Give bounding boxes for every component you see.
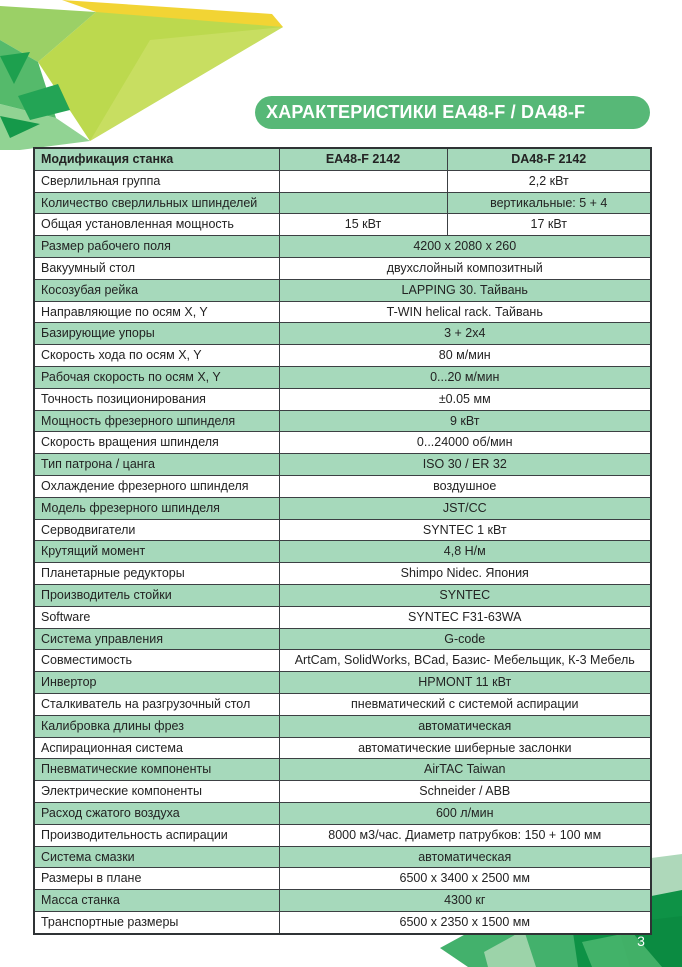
spec-value: ±0.05 мм [279,388,651,410]
spec-label: Система смазки [34,846,279,868]
table-row [34,454,651,476]
spec-label: Общая установленная мощность [34,214,279,236]
spec-label: Тип патрона / цанга [34,454,279,476]
table-row [34,606,651,628]
table-row [34,192,651,214]
spec-label: Совместимость [34,650,279,672]
spec-value: 0...24000 об/мин [279,432,651,454]
table-row [34,802,651,824]
spec-label: Сталкиватель на разгрузочный стол [34,693,279,715]
page-title-banner [255,96,650,129]
table-row [34,323,651,345]
spec-label: Количество сверлильных шпинделей [34,192,279,214]
table-row [34,279,651,301]
header-model-ea48f: EA48-F 2142 [279,148,447,170]
header-modification: Модификация станка [34,148,279,170]
spec-label: Планетарные редукторы [34,563,279,585]
spec-value: 80 м/мин [279,345,651,367]
spec-value: ISO 30 / ER 32 [279,454,651,476]
spec-label: Расход сжатого воздуха [34,802,279,824]
table-row [34,257,651,279]
page-number: 3 [637,933,645,949]
table-row [34,236,651,258]
spec-label: Косозубая рейка [34,279,279,301]
table-row [34,781,651,803]
spec-label: Электрические компоненты [34,781,279,803]
spec-label: Размер рабочего поля [34,236,279,258]
table-row [34,301,651,323]
spec-value: SYNTEC 1 кВт [279,519,651,541]
spec-value: T-WIN helical rack. Тайвань [279,301,651,323]
spec-value: 6500 x 3400 x 2500 мм [279,868,651,890]
spec-value: AirTAC Taiwan [279,759,651,781]
page-title: ХАРАКТЕРИСТИКИ EA48-F / DA48-F [266,102,586,122]
table-row [34,693,651,715]
spec-label: Скорость хода по осям X, Y [34,345,279,367]
spec-label: Масса станка [34,890,279,912]
spec-value: Shimpo Nidec. Япония [279,563,651,585]
spec-label: Серводвигатели [34,519,279,541]
table-row [34,497,651,519]
spec-value: 600 л/мин [279,802,651,824]
spec-value-da: 17 кВт [447,214,651,236]
table-row [34,911,651,933]
spec-label: Аспирационная система [34,737,279,759]
table-row [34,737,651,759]
spec-label: Инвертор [34,672,279,694]
spec-label: Размеры в плане [34,868,279,890]
spec-value: JST/CC [279,497,651,519]
table-row [34,519,651,541]
spec-table-body [34,170,651,933]
table-row [34,541,651,563]
table-row [34,715,651,737]
spec-value: 3 + 2x4 [279,323,651,345]
spec-value-ea: 15 кВт [279,214,447,236]
spec-label: Модель фрезерного шпинделя [34,497,279,519]
spec-label: Software [34,606,279,628]
table-row [34,475,651,497]
spec-value: G-code [279,628,651,650]
table-row [34,672,651,694]
spec-value: воздушное [279,475,651,497]
spec-label: Базирующие упоры [34,323,279,345]
spec-value: пневматический с системой аспирации [279,693,651,715]
spec-label: Скорость вращения шпинделя [34,432,279,454]
table-row [34,345,651,367]
table-row [34,584,651,606]
table-row [34,890,651,912]
table-row [34,170,651,192]
table-row [34,563,651,585]
spec-value: 9 кВт [279,410,651,432]
spec-label: Охлаждение фрезерного шпинделя [34,475,279,497]
table-row [34,366,651,388]
spec-value: SYNTEC [279,584,651,606]
spec-value-ea [279,192,447,214]
spec-value: 6500 x 2350 x 1500 мм [279,911,651,933]
table-row [34,650,651,672]
header-model-da48f: DA48-F 2142 [447,148,651,170]
spec-value-ea [279,170,447,192]
spec-value: 4200 x 2080 x 260 [279,236,651,258]
spec-value: Schneider / ABB [279,781,651,803]
spec-value: 0...20 м/мин [279,366,651,388]
spec-label: Мощность фрезерного шпинделя [34,410,279,432]
spec-label: Транспортные размеры [34,911,279,933]
spec-label: Система управления [34,628,279,650]
spec-value: 8000 м3/час. Диаметр патрубков: 150 + 100 мм [279,824,651,846]
spec-label: Вакуумный стол [34,257,279,279]
spec-value: ArtCam, SolidWorks, BCad, Базис- Мебельщик, К-3 Мебель [279,650,651,672]
table-row [34,846,651,868]
spec-table [33,147,652,935]
spec-value-da: 2,2 кВт [447,170,651,192]
spec-value: автоматическая [279,846,651,868]
spec-label: Производительность аспирации [34,824,279,846]
table-row [34,759,651,781]
spec-value: автоматическая [279,715,651,737]
table-row [34,214,651,236]
table-row [34,388,651,410]
spec-value: LAPPING 30. Тайвань [279,279,651,301]
spec-label: Крутящий момент [34,541,279,563]
spec-label: Пневматические компоненты [34,759,279,781]
spec-value: 4300 кг [279,890,651,912]
table-row [34,628,651,650]
top-left-polygon-decoration [0,0,300,150]
spec-label: Производитель стойки [34,584,279,606]
table-row [34,868,651,890]
table-row [34,410,651,432]
spec-label: Рабочая скорость по осям X, Y [34,366,279,388]
table-header-row [34,148,651,170]
spec-value: двухслойный композитный [279,257,651,279]
spec-label: Точность позиционирования [34,388,279,410]
spec-value: 4,8 Н/м [279,541,651,563]
spec-value: автоматические шиберные заслонки [279,737,651,759]
spec-value: SYNTEC F31-63WA [279,606,651,628]
table-row [34,432,651,454]
spec-label: Калибровка длины фрез [34,715,279,737]
spec-label: Направляющие по осям X, Y [34,301,279,323]
spec-label: Сверлильная группа [34,170,279,192]
spec-value-da: вертикальные: 5 + 4 [447,192,651,214]
table-row [34,824,651,846]
spec-value: HPMONT 11 кВт [279,672,651,694]
